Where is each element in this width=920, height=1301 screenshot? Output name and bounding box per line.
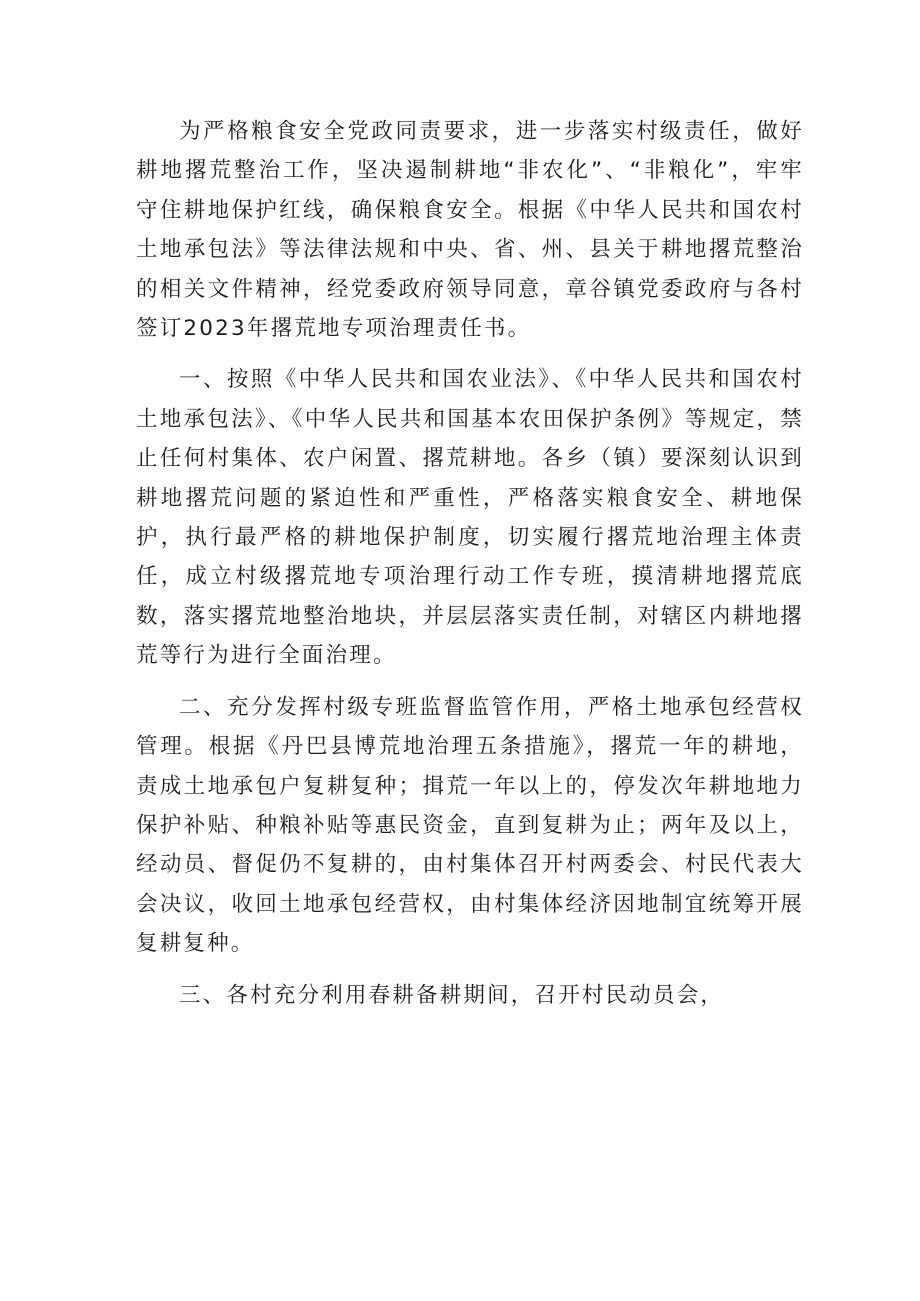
section-one-paragraph: 一、按照《中华人民共和国农业法》、《中华人民共和国农村土地承包法》、《中华人民共和国基本农田保护条例》等规定，禁止任何村集体、农户闲置、撂荒耕地。各乡（镇）要深刻认识到耕地撂荒问题的紧迫性和严重性，严格落实粮食安全、耕地保护，执行最严格的耕地保护制度，切实履行撂荒地治理主体责任，成立村级撂荒地专项治理行动工作专班，摸清耕地撂荒底数，落实撂荒地整治地块，并层层落实责任制，对辖区内耕地撂荒等行为进行全面治理。 bbox=[136, 367, 804, 669]
document-body bbox=[136, 112, 804, 1027]
section-three-paragraph: 三、各村充分利用春耕备耕期间，召开村民动员会， bbox=[179, 982, 725, 1008]
section-two-paragraph: 二、充分发挥村级专班监督监管作用，严格土地承包经营权管理。根据《丹巴县博荒地治理五条措施》，撂荒一年的耕地，责成土地承包户复耕复种；揖荒一年以上的，停发次年耕地地力保护补贴、种粮补贴等惠民资金，直到复耕为止；两年及以上，经动员、督促仍不复耕的，由村集体召开村两委会、村民代表大会决议，收回土地承包经营权，由村集体经济因地制宜统筹开展复耕复种。 bbox=[136, 694, 804, 957]
intro-paragraph: 为严格粮食安全党政同责要求，进一步落实村级责任，做好耕地撂荒整治工作，坚决遏制耕地“非农化”、“非粮化”，牢牢守住耕地保护红线，确保粮食安全。根据《中华人民共和国农村土地承包法》等法律法规和中央、省、州、县关于耕地撂荒整治的相关文件精神，经党委政府领导同意，章谷镇党委政府与各村签订2023年撂荒地专项治理责任书。 bbox=[136, 119, 804, 342]
